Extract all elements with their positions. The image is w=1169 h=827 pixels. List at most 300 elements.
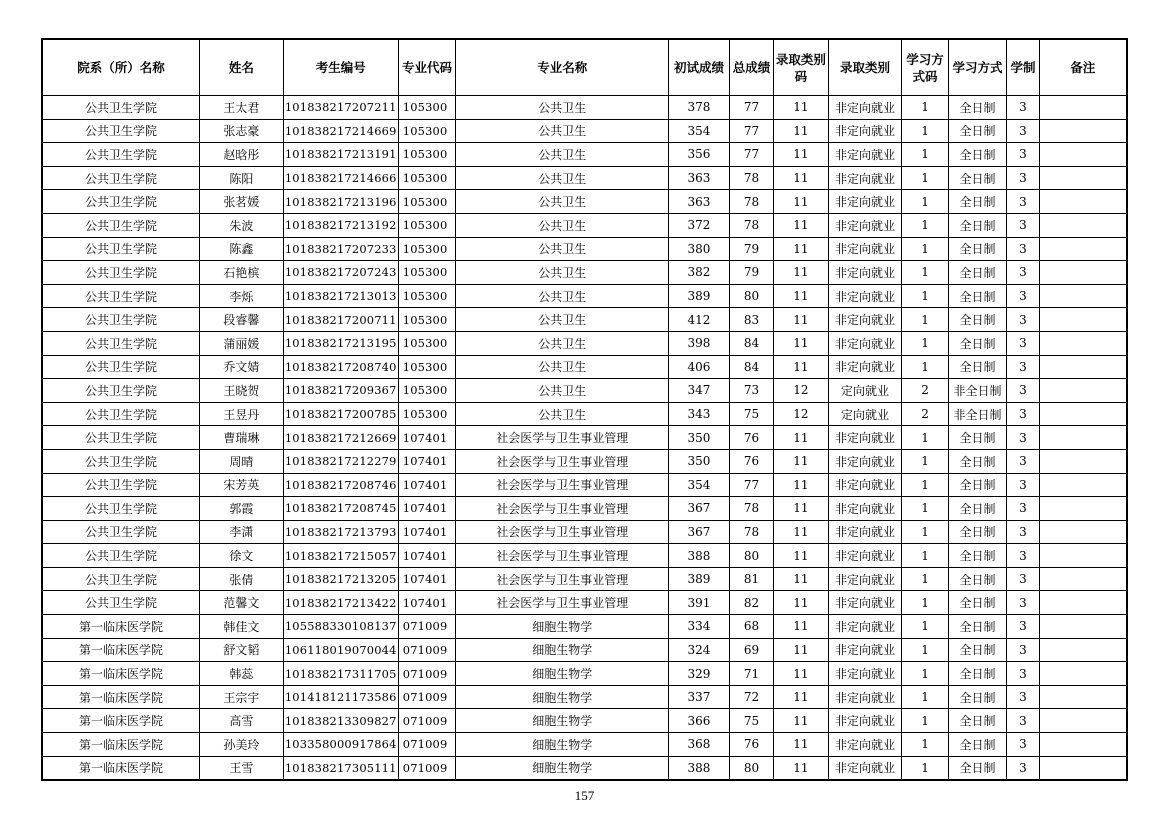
admission-type-cell: 非定向就业 <box>828 520 902 544</box>
table-row <box>42 520 1127 544</box>
admission-type-cell: 非定向就业 <box>828 591 902 615</box>
initial-score-cell: 378 <box>669 96 730 120</box>
major-name-cell: 公共卫生 <box>456 402 669 426</box>
total-score-cell: 75 <box>729 709 773 733</box>
admission-type-cell: 非定向就业 <box>828 190 902 214</box>
exam-id-cell: 101838217213205 <box>283 567 398 591</box>
duration-cell: 3 <box>1007 166 1039 190</box>
admission-type-cell: 非定向就业 <box>828 96 902 120</box>
study-mode-cell: 全日制 <box>948 308 1007 332</box>
remarks-cell <box>1039 567 1127 591</box>
major-name-cell: 细胞生物学 <box>456 709 669 733</box>
col-header-admission-type-code: 录取类别码 <box>774 39 829 96</box>
major-code-cell: 107401 <box>398 591 456 615</box>
major-name-cell: 公共卫生 <box>456 190 669 214</box>
initial-score-cell: 398 <box>669 331 730 355</box>
study-mode-code-cell: 1 <box>902 709 948 733</box>
total-score-cell: 84 <box>729 331 773 355</box>
name-cell: 周晴 <box>199 449 283 473</box>
study-mode-code-cell: 1 <box>902 237 948 261</box>
study-mode-cell: 全日制 <box>948 426 1007 450</box>
total-score-cell: 82 <box>729 591 773 615</box>
admission-type-cell: 非定向就业 <box>828 449 902 473</box>
study-mode-cell: 全日制 <box>948 662 1007 686</box>
initial-score-cell: 350 <box>669 426 730 450</box>
remarks-cell <box>1039 213 1127 237</box>
table-row <box>42 591 1127 615</box>
col-header-admission-type: 录取类别 <box>828 39 902 96</box>
duration-cell: 3 <box>1007 143 1039 167</box>
study-mode-code-cell: 1 <box>902 756 948 780</box>
study-mode-code-cell: 1 <box>902 213 948 237</box>
col-header-initial-score: 初试成绩 <box>669 39 730 96</box>
exam-id-cell: 101838217311705 <box>283 662 398 686</box>
major-code-cell: 107401 <box>398 497 456 521</box>
duration-cell: 3 <box>1007 402 1039 426</box>
admission-type-cell: 非定向就业 <box>828 638 902 662</box>
name-cell: 李烁 <box>199 284 283 308</box>
total-score-cell: 72 <box>729 685 773 709</box>
initial-score-cell: 391 <box>669 591 730 615</box>
study-mode-code-cell: 1 <box>902 520 948 544</box>
table-row <box>42 638 1127 662</box>
name-cell: 韩佳文 <box>199 615 283 639</box>
admission-type-cell: 非定向就业 <box>828 756 902 780</box>
table-row <box>42 709 1127 733</box>
remarks-cell <box>1039 733 1127 757</box>
major-code-cell: 105300 <box>398 237 456 261</box>
initial-score-cell: 366 <box>669 709 730 733</box>
remarks-cell <box>1039 685 1127 709</box>
major-code-cell: 107401 <box>398 473 456 497</box>
table-row <box>42 379 1127 403</box>
study-mode-code-cell: 1 <box>902 119 948 143</box>
name-cell: 乔文婧 <box>199 355 283 379</box>
major-code-cell: 105300 <box>398 143 456 167</box>
major-code-cell: 105300 <box>398 96 456 120</box>
admission-type-code-cell: 11 <box>774 709 829 733</box>
table-row <box>42 190 1127 214</box>
study-mode-cell: 全日制 <box>948 331 1007 355</box>
name-cell: 张茗媛 <box>199 190 283 214</box>
exam-id-cell: 101838217208740 <box>283 355 398 379</box>
page-number: 157 <box>574 788 595 803</box>
admission-type-cell: 非定向就业 <box>828 213 902 237</box>
remarks-cell <box>1039 662 1127 686</box>
name-cell: 蒲丽媛 <box>199 331 283 355</box>
name-cell: 曹瑞琳 <box>199 426 283 450</box>
remarks-cell <box>1039 615 1127 639</box>
department-cell: 公共卫生学院 <box>42 96 199 120</box>
admission-type-cell: 非定向就业 <box>828 426 902 450</box>
table-row <box>42 615 1127 639</box>
table-row <box>42 685 1127 709</box>
name-cell: 陈阳 <box>199 166 283 190</box>
total-score-cell: 76 <box>729 426 773 450</box>
department-cell: 公共卫生学院 <box>42 166 199 190</box>
admission-type-code-cell: 11 <box>774 166 829 190</box>
table-row <box>42 96 1127 120</box>
admission-type-code-cell: 11 <box>774 520 829 544</box>
major-code-cell: 107401 <box>398 567 456 591</box>
exam-id-cell: 101838217305111 <box>283 756 398 780</box>
initial-score-cell: 389 <box>669 567 730 591</box>
col-header-name: 姓名 <box>199 39 283 96</box>
total-score-cell: 77 <box>729 143 773 167</box>
name-cell: 陈鑫 <box>199 237 283 261</box>
total-score-cell: 68 <box>729 615 773 639</box>
exam-id-cell: 101838217207211 <box>283 96 398 120</box>
initial-score-cell: 343 <box>669 402 730 426</box>
total-score-cell: 78 <box>729 166 773 190</box>
admission-type-code-cell: 11 <box>774 733 829 757</box>
initial-score-cell: 388 <box>669 756 730 780</box>
study-mode-cell: 全日制 <box>948 591 1007 615</box>
col-header-study-mode-code: 学习方式码 <box>902 39 948 96</box>
name-cell: 王晓贺 <box>199 379 283 403</box>
major-name-cell: 社会医学与卫生事业管理 <box>456 544 669 568</box>
initial-score-cell: 354 <box>669 119 730 143</box>
exam-id-cell: 101838217207243 <box>283 261 398 285</box>
study-mode-cell: 全日制 <box>948 166 1007 190</box>
duration-cell: 3 <box>1007 709 1039 733</box>
initial-score-cell: 350 <box>669 449 730 473</box>
department-cell: 公共卫生学院 <box>42 426 199 450</box>
admission-type-cell: 非定向就业 <box>828 544 902 568</box>
study-mode-code-cell: 1 <box>902 308 948 332</box>
exam-id-cell: 103358000917864 <box>283 733 398 757</box>
remarks-cell <box>1039 96 1127 120</box>
name-cell: 段睿馨 <box>199 308 283 332</box>
exam-id-cell: 101838217213191 <box>283 143 398 167</box>
exam-id-cell: 101838217213196 <box>283 190 398 214</box>
remarks-cell <box>1039 402 1127 426</box>
admission-type-code-cell: 11 <box>774 685 829 709</box>
department-cell: 公共卫生学院 <box>42 331 199 355</box>
major-code-cell: 071009 <box>398 756 456 780</box>
name-cell: 王昱丹 <box>199 402 283 426</box>
table-row <box>42 331 1127 355</box>
study-mode-cell: 全日制 <box>948 685 1007 709</box>
admission-type-cell: 非定向就业 <box>828 733 902 757</box>
major-code-cell: 105300 <box>398 379 456 403</box>
study-mode-code-cell: 1 <box>902 426 948 450</box>
study-mode-code-cell: 1 <box>902 567 948 591</box>
major-code-cell: 105300 <box>398 402 456 426</box>
study-mode-cell: 全日制 <box>948 709 1007 733</box>
study-mode-code-cell: 1 <box>902 449 948 473</box>
admission-type-code-cell: 12 <box>774 402 829 426</box>
total-score-cell: 78 <box>729 497 773 521</box>
major-name-cell: 细胞生物学 <box>456 638 669 662</box>
department-cell: 公共卫生学院 <box>42 591 199 615</box>
name-cell: 朱波 <box>199 213 283 237</box>
study-mode-cell: 全日制 <box>948 261 1007 285</box>
initial-score-cell: 380 <box>669 237 730 261</box>
major-name-cell: 公共卫生 <box>456 96 669 120</box>
duration-cell: 3 <box>1007 331 1039 355</box>
major-code-cell: 105300 <box>398 284 456 308</box>
admission-table <box>41 38 1128 781</box>
initial-score-cell: 367 <box>669 520 730 544</box>
duration-cell: 3 <box>1007 662 1039 686</box>
study-mode-code-cell: 1 <box>902 355 948 379</box>
admission-type-code-cell: 11 <box>774 308 829 332</box>
remarks-cell <box>1039 544 1127 568</box>
major-name-cell: 细胞生物学 <box>456 662 669 686</box>
total-score-cell: 81 <box>729 567 773 591</box>
department-cell: 公共卫生学院 <box>42 119 199 143</box>
department-cell: 公共卫生学院 <box>42 284 199 308</box>
exam-id-cell: 101838217214666 <box>283 166 398 190</box>
department-cell: 公共卫生学院 <box>42 213 199 237</box>
department-cell: 第一临床医学院 <box>42 662 199 686</box>
major-code-cell: 071009 <box>398 709 456 733</box>
initial-score-cell: 347 <box>669 379 730 403</box>
major-code-cell: 105300 <box>398 261 456 285</box>
study-mode-code-cell: 2 <box>902 402 948 426</box>
exam-id-cell: 101838213309827 <box>283 709 398 733</box>
remarks-cell <box>1039 166 1127 190</box>
initial-score-cell: 389 <box>669 284 730 308</box>
study-mode-cell: 全日制 <box>948 497 1007 521</box>
initial-score-cell: 334 <box>669 615 730 639</box>
total-score-cell: 78 <box>729 520 773 544</box>
table-row <box>42 567 1127 591</box>
admission-type-code-cell: 11 <box>774 237 829 261</box>
study-mode-cell: 全日制 <box>948 284 1007 308</box>
remarks-cell <box>1039 709 1127 733</box>
study-mode-cell: 非全日制 <box>948 402 1007 426</box>
total-score-cell: 71 <box>729 662 773 686</box>
exam-id-cell: 101838217213013 <box>283 284 398 308</box>
admission-type-cell: 非定向就业 <box>828 143 902 167</box>
duration-cell: 3 <box>1007 119 1039 143</box>
major-code-cell: 105300 <box>398 308 456 332</box>
major-code-cell: 105300 <box>398 331 456 355</box>
study-mode-code-cell: 1 <box>902 473 948 497</box>
study-mode-cell: 全日制 <box>948 756 1007 780</box>
department-cell: 公共卫生学院 <box>42 237 199 261</box>
initial-score-cell: 363 <box>669 166 730 190</box>
remarks-cell <box>1039 379 1127 403</box>
major-code-cell: 071009 <box>398 662 456 686</box>
admission-type-cell: 非定向就业 <box>828 497 902 521</box>
study-mode-code-cell: 1 <box>902 166 948 190</box>
admission-type-cell: 非定向就业 <box>828 237 902 261</box>
remarks-cell <box>1039 119 1127 143</box>
remarks-cell <box>1039 261 1127 285</box>
col-header-major-code: 专业代码 <box>398 39 456 96</box>
major-code-cell: 107401 <box>398 426 456 450</box>
remarks-cell <box>1039 237 1127 261</box>
admission-type-cell: 非定向就业 <box>828 567 902 591</box>
department-cell: 公共卫生学院 <box>42 449 199 473</box>
admission-type-cell: 非定向就业 <box>828 119 902 143</box>
study-mode-code-cell: 1 <box>902 544 948 568</box>
admission-type-cell: 非定向就业 <box>828 615 902 639</box>
admission-type-code-cell: 11 <box>774 756 829 780</box>
major-code-cell: 105300 <box>398 119 456 143</box>
major-code-cell: 071009 <box>398 638 456 662</box>
name-cell: 王宗宇 <box>199 685 283 709</box>
duration-cell: 3 <box>1007 308 1039 332</box>
remarks-cell <box>1039 355 1127 379</box>
study-mode-cell: 全日制 <box>948 520 1007 544</box>
major-name-cell: 公共卫生 <box>456 143 669 167</box>
table-row <box>42 308 1127 332</box>
table-row <box>42 449 1127 473</box>
total-score-cell: 77 <box>729 473 773 497</box>
major-name-cell: 社会医学与卫生事业管理 <box>456 591 669 615</box>
study-mode-code-cell: 1 <box>902 591 948 615</box>
initial-score-cell: 337 <box>669 685 730 709</box>
study-mode-code-cell: 1 <box>902 284 948 308</box>
name-cell: 王雪 <box>199 756 283 780</box>
exam-id-cell: 101838217213192 <box>283 213 398 237</box>
name-cell: 石艳槟 <box>199 261 283 285</box>
admission-type-code-cell: 11 <box>774 449 829 473</box>
duration-cell: 3 <box>1007 544 1039 568</box>
admission-type-cell: 定向就业 <box>828 402 902 426</box>
major-name-cell: 公共卫生 <box>456 331 669 355</box>
table-row <box>42 213 1127 237</box>
department-cell: 公共卫生学院 <box>42 190 199 214</box>
col-header-duration: 学制 <box>1007 39 1039 96</box>
study-mode-code-cell: 1 <box>902 662 948 686</box>
admission-type-code-cell: 11 <box>774 284 829 308</box>
admission-type-code-cell: 11 <box>774 213 829 237</box>
remarks-cell <box>1039 497 1127 521</box>
name-cell: 李潇 <box>199 520 283 544</box>
initial-score-cell: 329 <box>669 662 730 686</box>
initial-score-cell: 354 <box>669 473 730 497</box>
table-row <box>42 355 1127 379</box>
remarks-cell <box>1039 591 1127 615</box>
major-name-cell: 细胞生物学 <box>456 615 669 639</box>
major-name-cell: 社会医学与卫生事业管理 <box>456 449 669 473</box>
duration-cell: 3 <box>1007 685 1039 709</box>
total-score-cell: 79 <box>729 237 773 261</box>
study-mode-cell: 全日制 <box>948 237 1007 261</box>
study-mode-cell: 全日制 <box>948 638 1007 662</box>
duration-cell: 3 <box>1007 497 1039 521</box>
name-cell: 范馨文 <box>199 591 283 615</box>
table-row <box>42 662 1127 686</box>
duration-cell: 3 <box>1007 96 1039 120</box>
table-row <box>42 237 1127 261</box>
study-mode-cell: 全日制 <box>948 355 1007 379</box>
admission-type-cell: 非定向就业 <box>828 473 902 497</box>
exam-id-cell: 101838217200711 <box>283 308 398 332</box>
major-name-cell: 公共卫生 <box>456 166 669 190</box>
name-cell: 张倩 <box>199 567 283 591</box>
exam-id-cell: 101838217200785 <box>283 402 398 426</box>
col-header-study-mode: 学习方式 <box>948 39 1007 96</box>
exam-id-cell: 106118019070044 <box>283 638 398 662</box>
admission-type-code-cell: 11 <box>774 473 829 497</box>
admission-type-cell: 非定向就业 <box>828 685 902 709</box>
major-name-cell: 公共卫生 <box>456 355 669 379</box>
total-score-cell: 75 <box>729 402 773 426</box>
admission-type-code-cell: 11 <box>774 190 829 214</box>
total-score-cell: 76 <box>729 733 773 757</box>
admission-type-cell: 非定向就业 <box>828 261 902 285</box>
major-name-cell: 公共卫生 <box>456 261 669 285</box>
initial-score-cell: 363 <box>669 190 730 214</box>
initial-score-cell: 388 <box>669 544 730 568</box>
duration-cell: 3 <box>1007 520 1039 544</box>
remarks-cell <box>1039 284 1127 308</box>
department-cell: 公共卫生学院 <box>42 567 199 591</box>
remarks-cell <box>1039 520 1127 544</box>
admission-type-code-cell: 12 <box>774 379 829 403</box>
duration-cell: 3 <box>1007 733 1039 757</box>
total-score-cell: 79 <box>729 261 773 285</box>
table-row <box>42 143 1127 167</box>
department-cell: 第一临床医学院 <box>42 756 199 780</box>
department-cell: 公共卫生学院 <box>42 308 199 332</box>
admission-type-cell: 非定向就业 <box>828 355 902 379</box>
major-code-cell: 071009 <box>398 615 456 639</box>
major-code-cell: 107401 <box>398 449 456 473</box>
study-mode-cell: 全日制 <box>948 615 1007 639</box>
exam-id-cell: 101838217213793 <box>283 520 398 544</box>
total-score-cell: 84 <box>729 355 773 379</box>
name-cell: 高雪 <box>199 709 283 733</box>
study-mode-cell: 全日制 <box>948 190 1007 214</box>
department-cell: 第一临床医学院 <box>42 638 199 662</box>
duration-cell: 3 <box>1007 213 1039 237</box>
department-cell: 公共卫生学院 <box>42 143 199 167</box>
study-mode-cell: 全日制 <box>948 449 1007 473</box>
remarks-cell <box>1039 143 1127 167</box>
total-score-cell: 80 <box>729 544 773 568</box>
name-cell: 宋芳英 <box>199 473 283 497</box>
department-cell: 第一临床医学院 <box>42 685 199 709</box>
major-name-cell: 公共卫生 <box>456 213 669 237</box>
col-header-remarks: 备注 <box>1039 39 1127 96</box>
initial-score-cell: 382 <box>669 261 730 285</box>
table-row <box>42 497 1127 521</box>
exam-id-cell: 101838217212279 <box>283 449 398 473</box>
study-mode-cell: 全日制 <box>948 143 1007 167</box>
duration-cell: 3 <box>1007 261 1039 285</box>
study-mode-code-cell: 1 <box>902 143 948 167</box>
department-cell: 公共卫生学院 <box>42 379 199 403</box>
major-code-cell: 071009 <box>398 733 456 757</box>
name-cell: 徐文 <box>199 544 283 568</box>
department-cell: 公共卫生学院 <box>42 402 199 426</box>
total-score-cell: 77 <box>729 119 773 143</box>
admission-type-code-cell: 11 <box>774 615 829 639</box>
total-score-cell: 77 <box>729 96 773 120</box>
admission-type-code-cell: 11 <box>774 355 829 379</box>
admission-type-code-cell: 11 <box>774 96 829 120</box>
exam-id-cell: 101418121173586 <box>283 685 398 709</box>
admission-type-code-cell: 11 <box>774 591 829 615</box>
table-row <box>42 402 1127 426</box>
initial-score-cell: 356 <box>669 143 730 167</box>
major-name-cell: 社会医学与卫生事业管理 <box>456 497 669 521</box>
table-row <box>42 119 1127 143</box>
study-mode-cell: 全日制 <box>948 96 1007 120</box>
duration-cell: 3 <box>1007 284 1039 308</box>
table-row <box>42 756 1127 780</box>
study-mode-cell: 非全日制 <box>948 379 1007 403</box>
admission-type-code-cell: 11 <box>774 638 829 662</box>
major-code-cell: 105300 <box>398 355 456 379</box>
